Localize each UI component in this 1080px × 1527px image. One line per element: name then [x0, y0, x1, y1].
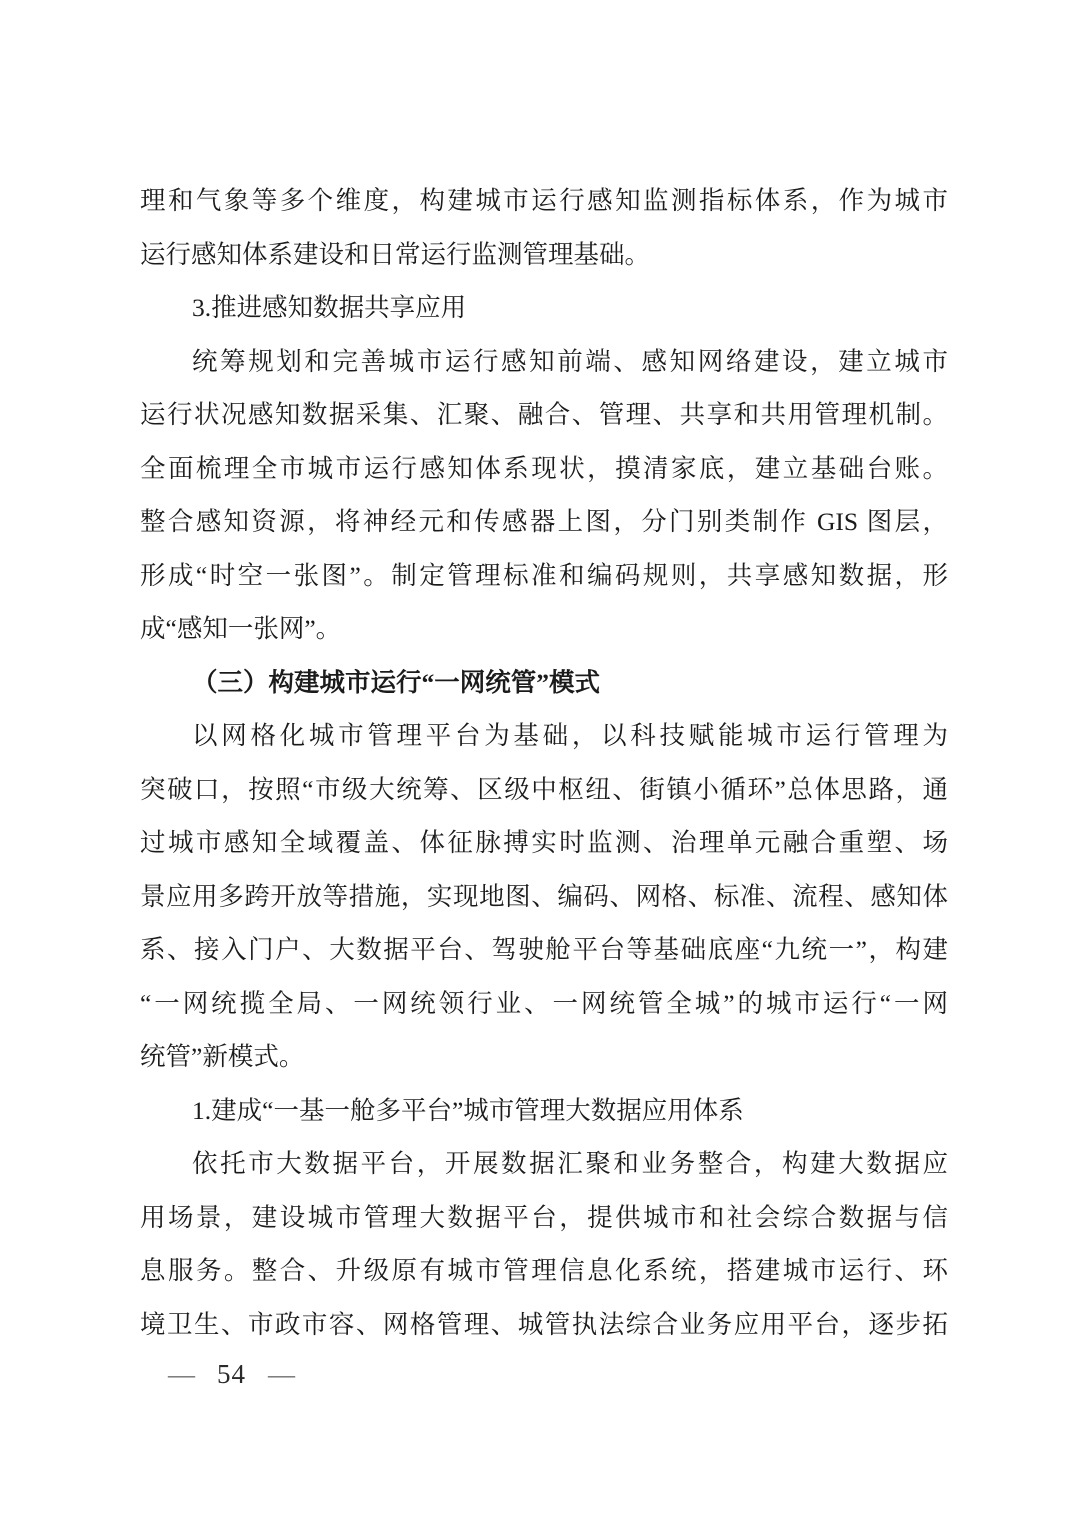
page-footer	[168, 1352, 295, 1396]
text-line: “一网统揽全局、一网统领行业、一网统管全城”的城市运行“一网	[140, 988, 948, 1018]
numbered-item-3-heading: 3.推进感知数据共享应用	[192, 293, 467, 322]
page-number: 54	[217, 1358, 246, 1389]
text-line: 统筹规划和完善城市运行感知前端、感知网络建设，建立城市	[192, 346, 948, 376]
text-line: 理和气象等多个维度，构建城市运行感知监测指标体系，作为城市	[140, 186, 948, 215]
text-line: 全面梳理全市城市运行感知体系现状，摸清家底，建立基础台账。	[140, 453, 948, 483]
footer-left-dash: —	[168, 1358, 195, 1389]
numbered-item-1-heading: 1.建成“一基一舱多平台”城市管理大数据应用体系	[192, 1095, 744, 1125]
footer-right-dash: —	[268, 1358, 295, 1389]
text-line: 成“感知一张网”。	[140, 614, 342, 643]
text-line: 突破口，按照“市级大统筹、区级中枢纽、街镇小循环”总体思路，通	[140, 774, 948, 804]
text-line: 以网格化城市管理平台为基础，以科技赋能城市运行管理为	[192, 721, 948, 750]
document-body	[140, 174, 948, 1351]
section-3-heading: （三）构建城市运行“一网统管”模式	[192, 667, 601, 697]
text-line: 境卫生、市政市容、网格管理、城管执法综合业务应用平台，逐步拓	[140, 1309, 948, 1339]
text-line: 统管”新模式。	[140, 1042, 305, 1071]
text-line: 过城市感知全域覆盖、体征脉搏实时监测、治理单元融合重塑、场	[140, 828, 948, 857]
text-line: 依托市大数据平台，开展数据汇聚和业务整合，构建大数据应	[192, 1149, 948, 1178]
text-line: 运行感知体系建设和日常运行监测管理基础。	[140, 239, 651, 269]
text-line: 运行状况感知数据采集、汇聚、融合、管理、共享和共用管理机制。	[140, 400, 948, 429]
text-line: 整合感知资源，将神经元和传感器上图，分门别类制作 GIS 图层，	[140, 507, 948, 536]
text-line: 景应用多跨开放等措施，实现地图、编码、网格、标准、流程、感知体	[140, 881, 948, 911]
text-line: 系、接入门户、大数据平台、驾驶舱平台等基础底座“九统一”，构建	[140, 935, 948, 964]
text-line: 息服务。整合、升级原有城市管理信息化系统，搭建城市运行、环	[140, 1256, 948, 1285]
text-line: 形成“时空一张图”。制定管理标准和编码规则，共享感知数据，形	[140, 560, 948, 590]
text-line: 用场景，建设城市管理大数据平台，提供城市和社会综合数据与信	[140, 1202, 948, 1232]
